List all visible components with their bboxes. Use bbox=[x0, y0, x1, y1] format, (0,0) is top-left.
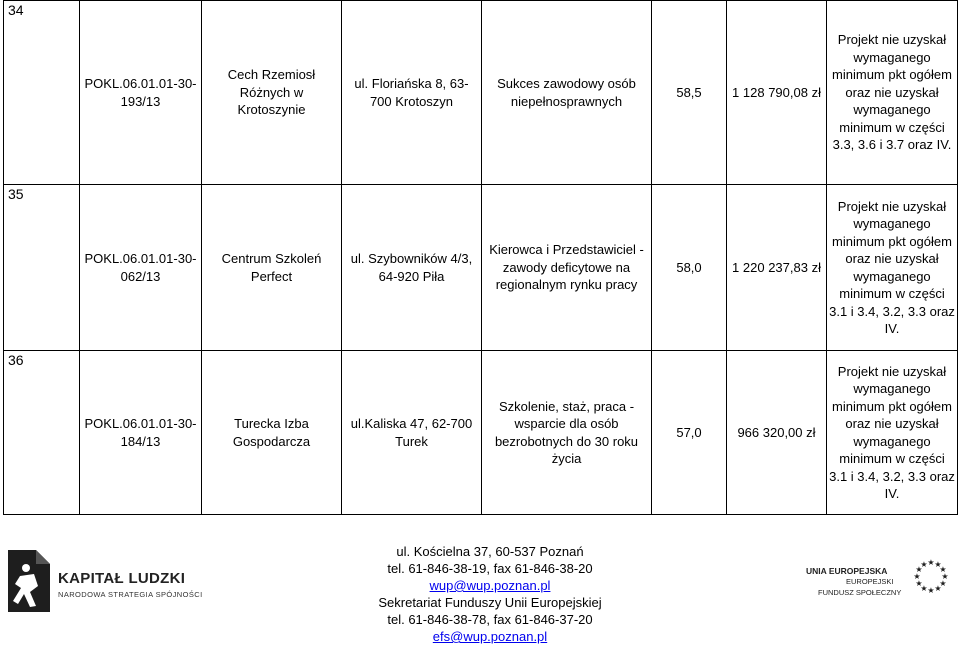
score: 58,5 bbox=[652, 1, 727, 185]
footer-department: Sekretariat Funduszy Unii Europejskiej bbox=[378, 595, 602, 610]
svg-text:★: ★ bbox=[939, 565, 947, 574]
svg-text:★: ★ bbox=[941, 572, 949, 581]
project-code: POKL.06.01.01-30-062/13 bbox=[80, 185, 202, 351]
applicant-address: ul. Floriańska 8, 63-700 Krotoszyn bbox=[342, 1, 482, 185]
footer-address: ul. Kościelna 37, 60-537 Poznań bbox=[396, 544, 584, 559]
project-title: Sukces zawodowy osób niepełnosprawnych bbox=[482, 1, 652, 185]
remarks: Projekt nie uzyskał wymaganego minimum pkt ogółem oraz nie uzyskał wymaganego minimum w części 3.1 i 3.4, 3.2, 3.3 oraz IV. bbox=[827, 351, 958, 515]
eu-flag-icon bbox=[908, 556, 954, 596]
remarks: Projekt nie uzyskał wymaganego minimum pkt ogółem oraz nie uzyskał wymaganego minimum w części 3.1 i 3.4, 3.2, 3.3 oraz IV. bbox=[827, 185, 958, 351]
applicant-address: ul. Szybowników 4/3, 64-920 Piła bbox=[342, 185, 482, 351]
table-row bbox=[4, 1, 958, 185]
row-number: 36 bbox=[4, 351, 80, 515]
svg-text:★: ★ bbox=[915, 579, 923, 588]
applicant-name: Turecka Izba Gospodarcza bbox=[202, 351, 342, 515]
row-number: 34 bbox=[4, 1, 80, 185]
contact-footer bbox=[340, 543, 640, 645]
svg-text:★: ★ bbox=[927, 586, 935, 595]
svg-text:★: ★ bbox=[920, 584, 928, 593]
amount: 1 220 237,83 zł bbox=[727, 185, 827, 351]
projects-table bbox=[3, 0, 958, 515]
eu-line-3: FUNDUSZ SPOŁECZNY bbox=[818, 588, 902, 597]
remarks: Projekt nie uzyskał wymaganego minimum pkt ogółem oraz nie uzyskał wymaganego minimum w części 3.3, 3.6 i 3.7 oraz IV. bbox=[827, 1, 958, 185]
project-title: Szkolenie, staż, praca - wsparcie dla osób bezrobotnych do 30 roku życia bbox=[482, 351, 652, 515]
table-row bbox=[4, 185, 958, 351]
footer-email-wup[interactable]: wup@wup.poznan.pl bbox=[429, 578, 551, 593]
svg-text:★: ★ bbox=[920, 560, 928, 569]
footer-phone-2: tel. 61-846-38-78, fax 61-846-37-20 bbox=[387, 612, 593, 627]
row-number: 35 bbox=[4, 185, 80, 351]
footer-phone-1: tel. 61-846-38-19, fax 61-846-38-20 bbox=[387, 561, 593, 576]
svg-text:★: ★ bbox=[934, 560, 942, 569]
score: 57,0 bbox=[652, 351, 727, 515]
amount: 966 320,00 zł bbox=[727, 351, 827, 515]
project-title: Kierowca i Przedstawiciel - zawody deficytowe na regionalnym rynku pracy bbox=[482, 185, 652, 351]
svg-text:★: ★ bbox=[913, 572, 921, 581]
svg-text:★: ★ bbox=[915, 565, 923, 574]
applicant-name: Cech Rzemiosł Różnych w Krotoszynie bbox=[202, 1, 342, 185]
eu-line-1: UNIA EUROPEJSKA bbox=[806, 566, 888, 576]
svg-text:★: ★ bbox=[927, 558, 935, 567]
footer-email-efs[interactable]: efs@wup.poznan.pl bbox=[432, 629, 548, 644]
project-code: POKL.06.01.01-30-193/13 bbox=[80, 1, 202, 185]
amount: 1 128 790,08 zł bbox=[727, 1, 827, 185]
svg-text:★: ★ bbox=[939, 579, 947, 588]
applicant-address: ul.Kaliska 47, 62-700 Turek bbox=[342, 351, 482, 515]
kl-title: KAPITAŁ LUDZKI bbox=[58, 570, 186, 587]
project-code: POKL.06.01.01-30-184/13 bbox=[80, 351, 202, 515]
kl-subtitle: NARODOWA STRATEGIA SPÓJNOŚCI bbox=[58, 590, 203, 599]
kapital-ludzki-emblem-icon bbox=[6, 546, 54, 614]
svg-text:★: ★ bbox=[934, 584, 942, 593]
kapital-ludzki-logo bbox=[6, 546, 203, 616]
score: 58,0 bbox=[652, 185, 727, 351]
eu-line-2: EUROPEJSKI bbox=[846, 577, 894, 586]
table-row bbox=[4, 351, 958, 515]
eu-logo bbox=[806, 558, 956, 606]
applicant-name: Centrum Szkoleń Perfect bbox=[202, 185, 342, 351]
